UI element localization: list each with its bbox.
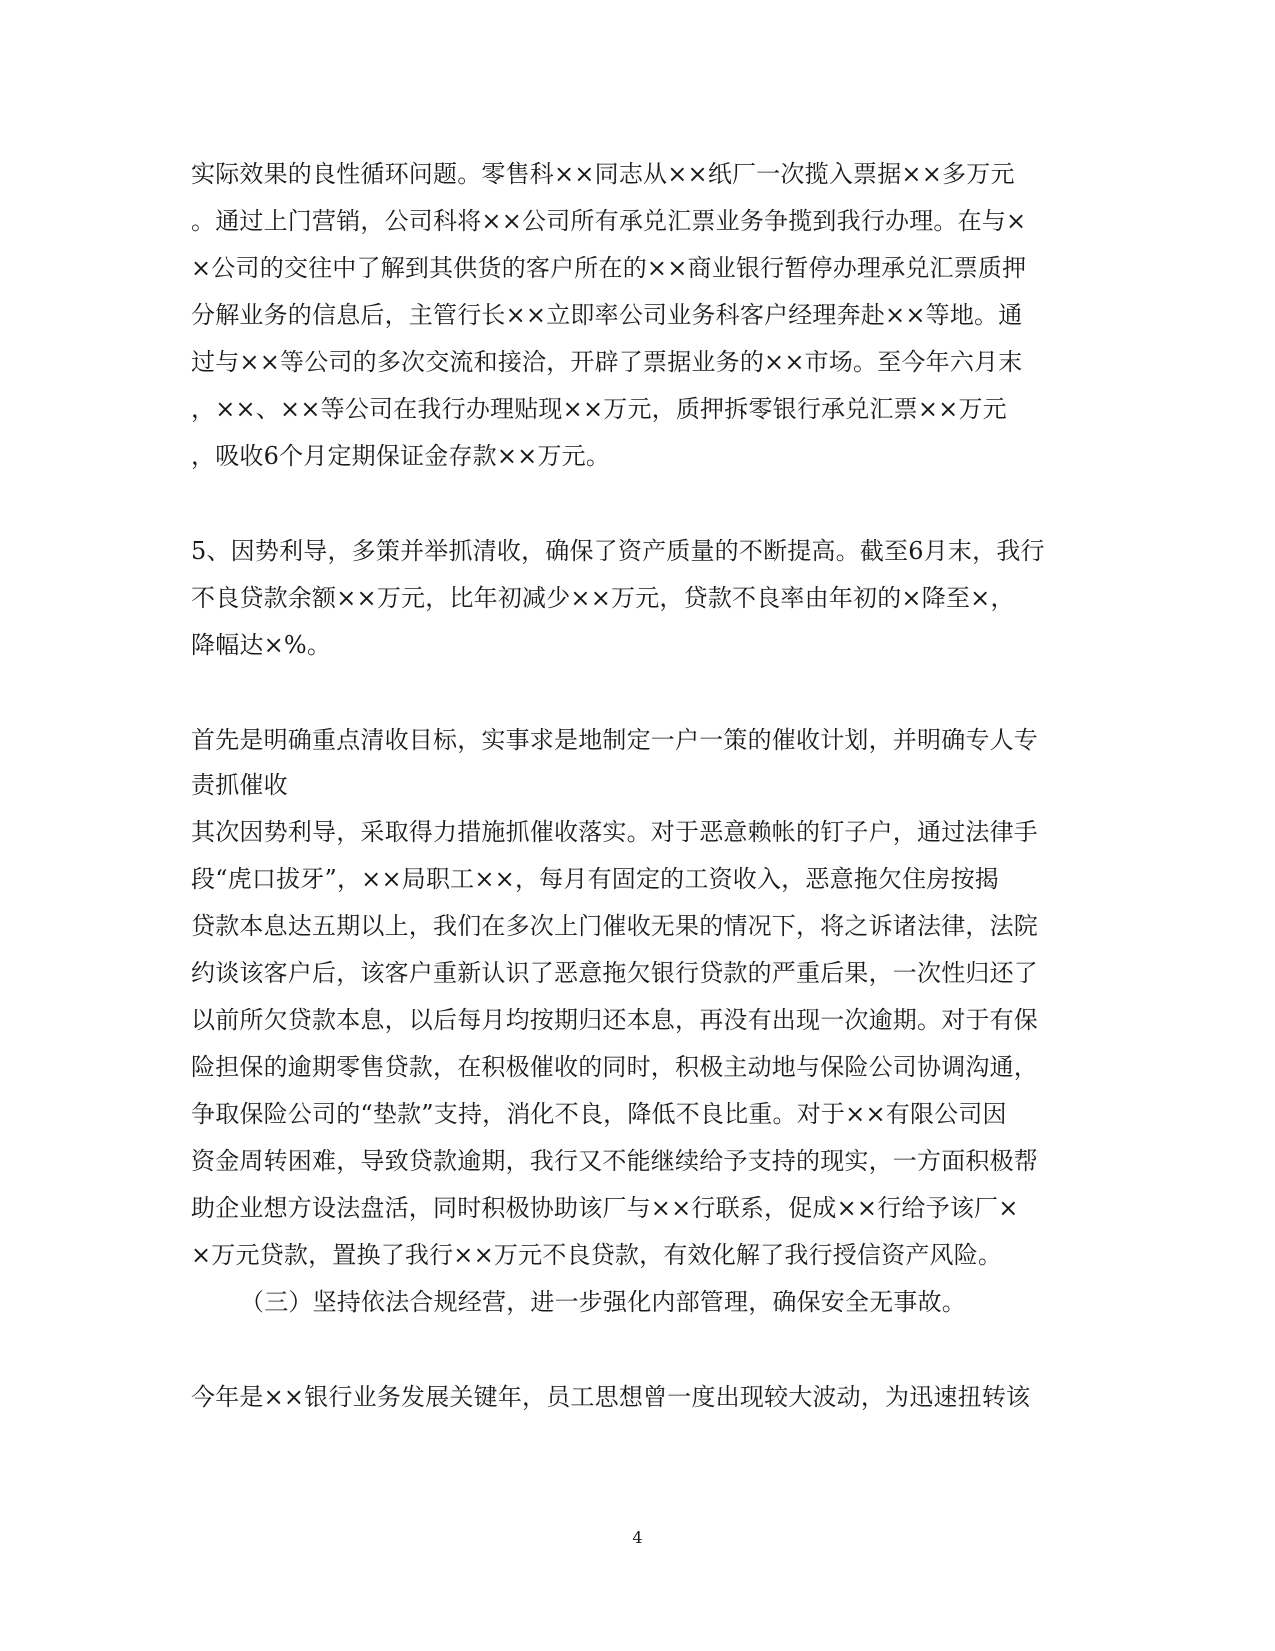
- text-line: 以前所欠贷款本息，以后每月均按期归还本息，再没有出现一次逾期。对于有保: [191, 1006, 1038, 1034]
- section-heading: （三）坚持依法合规经营，进一步强化内部管理，确保安全无事故。: [240, 1288, 966, 1316]
- text-line: 险担保的逾期零售贷款，在积极催收的同时，积极主动地与保险公司协调沟通，: [191, 1053, 1038, 1081]
- text-line: 降幅达×%。: [191, 631, 332, 659]
- text-line: ，××、××等公司在我行办理贴现××万元，质押拆零银行承兑汇票××万元: [191, 395, 1007, 423]
- text-line: 其次因势利导，采取得力措施抓催收落实。对于恶意赖帐的钉子户，通过法律手: [191, 818, 1038, 846]
- page-number: 4: [632, 1528, 643, 1547]
- text-line: ×万元贷款，置换了我行××万元不良贷款，有效化解了我行授信资产风险。: [191, 1241, 1003, 1269]
- text-line: 争取保险公司的“垫款”支持，消化不良，降低不良比重。对于××有限公司因: [191, 1100, 1007, 1128]
- text-line: 分解业务的信息后，主管行长××立即率公司业务科客户经理奔赴××等地。通: [191, 301, 1023, 329]
- text-line: 首先是明确重点清收目标，实事求是地制定一户一策的催收计划，并明确专人专: [191, 726, 1038, 754]
- text-line: 约谈该客户后，该客户重新认识了恶意拖欠银行贷款的严重后果，一次性归还了: [191, 959, 1038, 987]
- text-line: 助企业想方设法盘活，同时积极协助该厂与××行联系，促成××行给予该厂×: [191, 1194, 1019, 1222]
- text-line: 。通过上门营销，公司科将××公司所有承兑汇票业务争揽到我行办理。在与×: [191, 207, 1027, 235]
- text-line: 不良贷款余额××万元，比年初减少××万元，贷款不良率由年初的×降至×，: [191, 584, 1015, 612]
- text-line: 段“虎口拔牙”，××局职工××，每月有固定的工资收入，恶意拖欠住房按揭: [191, 865, 999, 893]
- text-line: 过与××等公司的多次交流和接洽，开辟了票据业务的××市场。至今年六月末: [191, 348, 1023, 376]
- text-line: 实际效果的良性循环问题。零售科××同志从××纸厂一次揽入票据××多万元: [191, 160, 1015, 188]
- text-line: ×公司的交往中了解到其供货的客户所在的××商业银行暂停办理承兑汇票质押: [191, 254, 1027, 282]
- text-line: ，吸收6个月定期保证金存款××万元。: [191, 442, 611, 470]
- text-line: 5、因势利导，多策并举抓清收，确保了资产质量的不断提高。截至6月末，我行: [191, 537, 1045, 565]
- text-line: 贷款本息达五期以上，我们在多次上门催收无果的情况下，将之诉诸法律，法院: [191, 912, 1038, 940]
- text-line: 责抓催收: [191, 771, 288, 799]
- text-line: 资金周转困难，导致贷款逾期，我行又不能继续给予支持的现实，一方面积极帮: [191, 1147, 1038, 1175]
- text-line: 今年是××银行业务发展关键年，员工思想曾一度出现较大波动，为迅速扭转该: [191, 1383, 1031, 1411]
